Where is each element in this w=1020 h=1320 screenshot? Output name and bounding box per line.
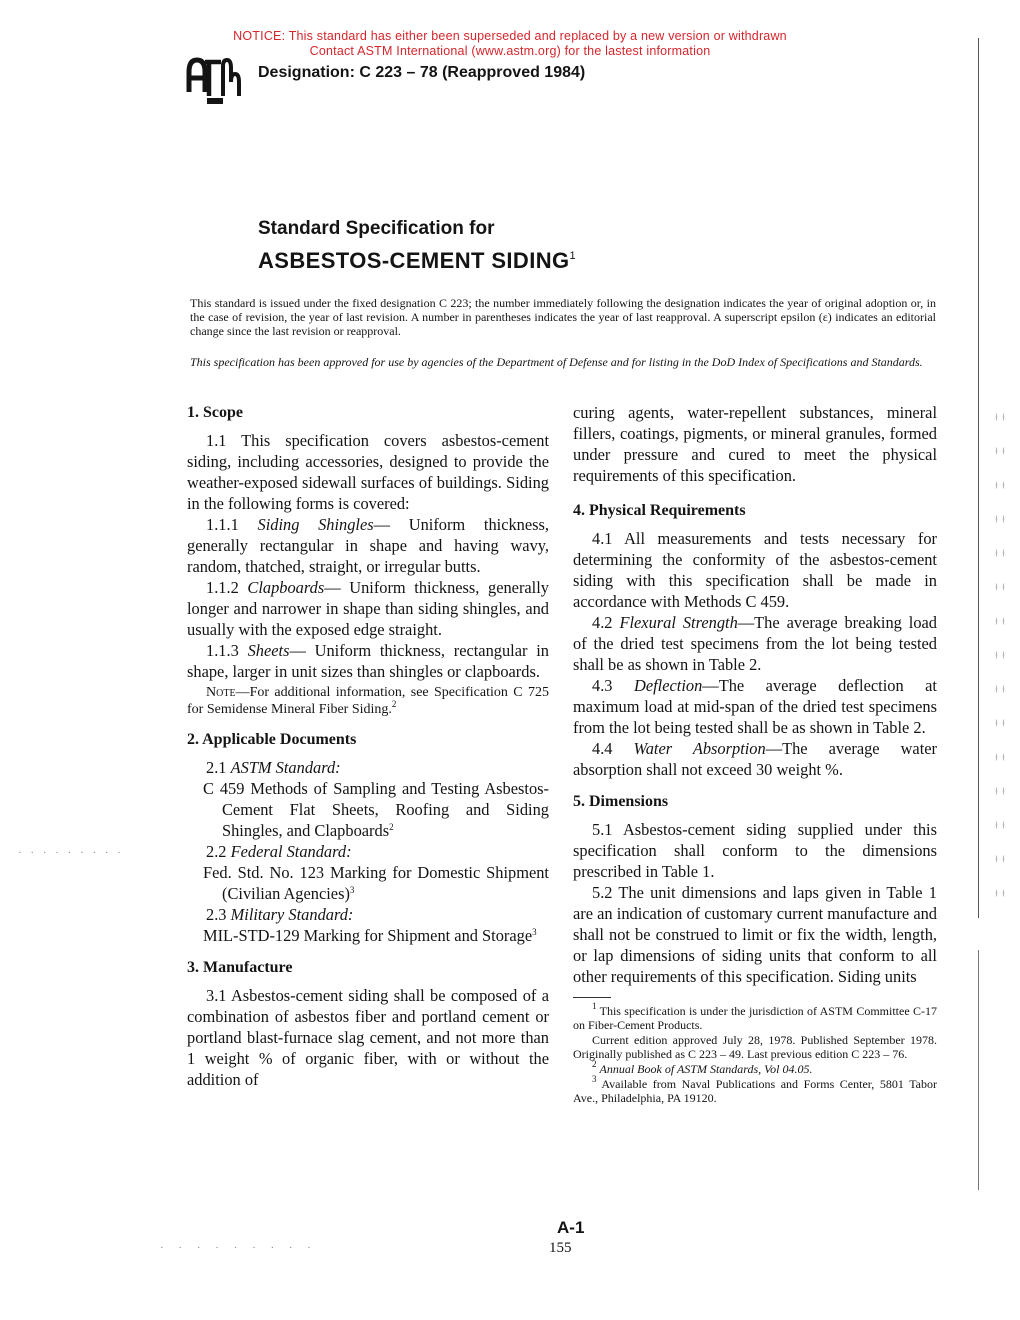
- clause-term: Clapboards: [247, 578, 325, 597]
- paragraph-3-1: 3.1 Asbestos-cement siding shall be composed of a combination of asbestos fiber and portland cement or portland blast-furnace slag cement, and not more than 1 weight % of organic fiber, with or without the addition of: [187, 986, 549, 1089]
- paragraph-1-1-1: [187, 514, 549, 577]
- clause-text: —The average breaking load of the dried test specimens from the lot being tested shall be as shown in Table 2.: [573, 613, 937, 674]
- footnote-mark: 1: [592, 1001, 597, 1011]
- notice-line-2: Contact ASTM International (www.astm.org) for the lastest information: [309, 44, 711, 58]
- paragraph-1-1-2: [187, 577, 549, 640]
- reference-c459: [187, 778, 549, 841]
- scan-edge-line-lower: [978, 950, 979, 1190]
- page-mark: A-1: [557, 1218, 585, 1237]
- clause-number: 1.1.3: [206, 641, 239, 660]
- footnote-mark: 3: [592, 1074, 597, 1084]
- clause-term: Military Standard:: [230, 905, 354, 924]
- reference-mil-std: [187, 925, 549, 946]
- page-number: 155: [549, 1240, 572, 1256]
- clause-number: 2.1: [206, 758, 227, 777]
- clause-term: ASTM Standard:: [230, 758, 341, 777]
- reference-text: C 459 Methods of Sampling and Testing Asbestos-Cement Flat Sheets, Roofing and Siding Shingles, and Clapboards: [203, 779, 549, 840]
- astm-logo-icon: [185, 52, 243, 106]
- reference-text: MIL-STD-129 Marking for Shipment and Storage: [203, 926, 533, 945]
- scan-noise-right: [993, 400, 1005, 920]
- footnote-ref: 3: [532, 927, 537, 937]
- issued-note: This standard is issued under the fixed designation C 223; the number immediately following the designation indicates the year of original adoption or, in the case of revision, the year of last revision. A number in parentheses indicates the year of last reapproval. A superscript epsilon (ε) indicates an editorial change since the last revision or reapproval.: [190, 296, 936, 338]
- footnote-ref: 3: [349, 885, 355, 895]
- designation: Designation: C 223 – 78 (Reapproved 1984): [258, 64, 586, 81]
- section-heading-scope: 1. Scope: [187, 404, 243, 421]
- note-text: —For additional information, see Specification C 725 for Semidense Mineral Fiber Siding.: [187, 685, 549, 717]
- scan-noise-bottom: · · · · · · · · ·: [160, 1242, 317, 1254]
- clause-number: 2.3: [206, 905, 227, 924]
- clause-term: Sheets: [247, 641, 290, 660]
- section-heading-dimensions: 5. Dimensions: [573, 793, 669, 810]
- paragraph-5-2: 5.2 The unit dimensions and laps given in Table 1 are an indication of customary current manufacture and shall not be construed to limit or fix the width, length, or lap dimensions of siding units that conform to all other requirements of this specification. Siding units: [573, 883, 937, 986]
- reference-text: Fed. Std. No. 123 Marking for Domestic Shipment (Civilian Agencies): [203, 863, 549, 903]
- subsection-2-3: [187, 904, 549, 925]
- clause-term: Deflection: [634, 676, 703, 695]
- footnote-ref: 2: [391, 699, 397, 709]
- clause-text: — Uniform thickness, rectangular in shape, larger in unit sizes than shingles or clapboards.: [187, 641, 549, 681]
- footnote-rule: [573, 997, 611, 998]
- paragraph-1-1-3: [187, 640, 549, 682]
- clause-text: —The average water absorption shall not exceed 30 weight %.: [573, 739, 937, 779]
- title-text: ASBESTOS-CEMENT SIDING: [258, 248, 570, 273]
- section-heading-applicable-documents: 2. Applicable Documents: [187, 731, 357, 748]
- footnote-1-edition: Current edition approved July 28, 1978. Published September 1978. Originally published as C 223 – 49. Last previous edition C 223 – 76.: [573, 1033, 937, 1061]
- footnote-ref: 2: [389, 822, 394, 832]
- scope-note: [187, 684, 549, 718]
- clause-term: Water Absorption: [633, 739, 766, 758]
- subsection-2-1: [187, 757, 549, 778]
- paragraph-4-3: [573, 675, 937, 738]
- clause-term: Siding Shingles: [257, 515, 374, 534]
- footnote-3: [573, 1074, 938, 1105]
- title-line-2: [258, 248, 576, 274]
- clause-number: 4.3: [592, 676, 613, 695]
- title-footnote-mark: 1: [569, 250, 577, 262]
- approved-note: This specification has been approved for use by agencies of the Department of Defense and for listing in the DoD Index of Specifications and Standards.: [190, 355, 923, 369]
- clause-text: —The average deflection at maximum load at mid-span of the dried test specimens from the lot being tested shall be as shown in Table 2.: [573, 676, 937, 737]
- paragraph-4-1: 4.1 All measurements and tests necessary for determining the conformity of the asbestos-cement siding with this specification shall be made in accordance with Methods C 459.: [573, 529, 937, 611]
- clause-text: — Uniform thickness, generally rectangular in shape and having wavy, random, thatched, straight, or irregular butts.: [187, 515, 549, 576]
- footnote-text: Available from Naval Publications and Forms Center, 5801 Tabor Ave., Philadelphia, PA 19120.: [573, 1077, 938, 1105]
- clause-text: — Uniform thickness, generally longer and narrower in shape than siding shingles, and usually with the exposed edge straight.: [187, 578, 549, 639]
- scan-edge-line: [978, 38, 979, 918]
- paragraph-4-2: [573, 612, 937, 675]
- footnote-1: [573, 1001, 937, 1032]
- footnote-2: [573, 1059, 937, 1076]
- clause-term: Federal Standard:: [230, 842, 352, 861]
- clause-number: 1.1.1: [206, 515, 239, 534]
- note-label: Note: [206, 685, 236, 700]
- subsection-2-2: [187, 841, 549, 862]
- clause-term: Flexural Strength: [619, 613, 738, 632]
- paragraph-5-1: 5.1 Asbestos-cement siding supplied under this specification shall conform to the dimensions prescribed in Table 1.: [573, 820, 937, 881]
- paragraph-3-1-continued: curing agents, water-repellent substances, mineral fillers, coatings, pigments, or mineral granules, formed under pressure and cured to meet the physical requirements of this specification.: [573, 403, 937, 485]
- title-line-1: Standard Specification for: [258, 218, 495, 239]
- section-heading-physical-requirements: 4. Physical Requirements: [573, 502, 746, 519]
- footnote-text: Annual Book of ASTM Standards, Vol 04.05.: [599, 1062, 813, 1076]
- right-column: [573, 402, 937, 1105]
- footnote-mark: 2: [592, 1059, 597, 1069]
- section-heading-manufacture: 3. Manufacture: [187, 959, 293, 976]
- reference-fed-std: [187, 862, 549, 904]
- left-column: [187, 402, 549, 1090]
- paragraph-1-1: 1.1 This specification covers asbestos-cement siding, including accessories, designed to provide the weather-exposed sidewall surfaces of buildings. Siding in the following forms is covered:: [187, 431, 549, 513]
- notice-banner: [0, 29, 1020, 59]
- footnote-text: This specification is under the jurisdiction of ASTM Committee C-17 on Fiber-Cement Products.: [573, 1004, 937, 1032]
- clause-number: 2.2: [206, 842, 227, 861]
- clause-number: 1.1.2: [206, 578, 239, 597]
- scan-noise-left: · · · · · · · · ·: [18, 847, 124, 859]
- clause-number: 4.4: [592, 739, 613, 758]
- notice-line-1: NOTICE: This standard has either been superseded and replaced by a new version or withdrawn: [233, 29, 787, 43]
- clause-number: 4.2: [592, 613, 613, 632]
- paragraph-4-4: [573, 738, 937, 780]
